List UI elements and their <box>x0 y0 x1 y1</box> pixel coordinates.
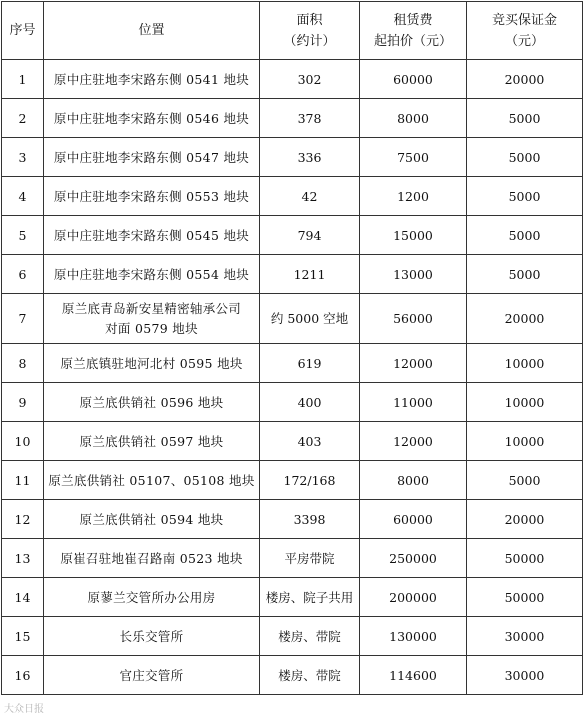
cell-no: 13 <box>2 539 44 578</box>
table-row <box>2 461 583 500</box>
cell-deposit: 5000 <box>467 461 583 500</box>
cell-area: 172/168 <box>260 461 360 500</box>
header-area <box>260 2 360 60</box>
cell-no: 10 <box>2 422 44 461</box>
watermark-text: 大众日报 <box>4 704 44 715</box>
cell-rent: 56000 <box>360 294 467 344</box>
header-rent-line2: 起拍价（元） <box>373 33 452 49</box>
table-row <box>2 255 583 294</box>
cell-location: 官庄交管所 <box>44 656 260 695</box>
cell-rent: 60000 <box>360 60 467 99</box>
cell-no: 5 <box>2 216 44 255</box>
cell-location: 原中庄驻地李宋路东侧 0546 地块 <box>44 99 260 138</box>
lease-auction-table <box>1 1 583 695</box>
cell-area: 楼房、带院 <box>260 617 360 656</box>
cell-deposit: 50000 <box>467 578 583 617</box>
cell-area: 楼房、院子共用 <box>260 578 360 617</box>
cell-deposit: 20000 <box>467 500 583 539</box>
header-area-line2: （约计） <box>283 33 336 49</box>
cell-no: 8 <box>2 344 44 383</box>
cell-area: 336 <box>260 138 360 177</box>
cell-no: 4 <box>2 177 44 216</box>
cell-location: 原中庄驻地李宋路东侧 0553 地块 <box>44 177 260 216</box>
cell-deposit: 30000 <box>467 617 583 656</box>
cell-area: 42 <box>260 177 360 216</box>
table-row <box>2 617 583 656</box>
cell-area: 楼房、带院 <box>260 656 360 695</box>
cell-no: 1 <box>2 60 44 99</box>
cell-location: 原兰底供销社 0594 地块 <box>44 500 260 539</box>
cell-area: 400 <box>260 383 360 422</box>
table-row <box>2 656 583 695</box>
cell-deposit: 10000 <box>467 344 583 383</box>
cell-deposit: 20000 <box>467 60 583 99</box>
cell-rent: 130000 <box>360 617 467 656</box>
header-location: 位置 <box>44 2 260 60</box>
table-row <box>2 177 583 216</box>
header-deposit-line1: 竞买保证金 <box>491 12 557 28</box>
cell-location: 原兰底供销社 0597 地块 <box>44 422 260 461</box>
cell-area: 794 <box>260 216 360 255</box>
header-deposit <box>467 2 583 60</box>
table-row <box>2 216 583 255</box>
table-row <box>2 138 583 177</box>
cell-no: 12 <box>2 500 44 539</box>
cell-rent: 60000 <box>360 500 467 539</box>
cell-no: 16 <box>2 656 44 695</box>
cell-location: 长乐交管所 <box>44 617 260 656</box>
header-rent <box>360 2 467 60</box>
cell-no: 14 <box>2 578 44 617</box>
cell-location: 原中庄驻地李宋路东侧 0541 地块 <box>44 60 260 99</box>
cell-rent: 114600 <box>360 656 467 695</box>
cell-location <box>44 294 260 344</box>
cell-location: 原中庄驻地李宋路东侧 0547 地块 <box>44 138 260 177</box>
table-row <box>2 383 583 422</box>
header-row <box>2 2 583 60</box>
cell-no: 7 <box>2 294 44 344</box>
cell-deposit: 30000 <box>467 656 583 695</box>
cell-deposit: 5000 <box>467 216 583 255</box>
header-deposit-line2: （元） <box>504 33 544 49</box>
cell-location-line1: 原兰底青岛新安星精密轴承公司 <box>61 300 242 316</box>
cell-location: 原兰底镇驻地河北村 0595 地块 <box>44 344 260 383</box>
header-area-line1: 面积 <box>296 12 323 28</box>
watermark-logo <box>4 700 44 715</box>
cell-deposit: 50000 <box>467 539 583 578</box>
cell-rent: 8000 <box>360 99 467 138</box>
cell-rent: 13000 <box>360 255 467 294</box>
cell-no: 6 <box>2 255 44 294</box>
cell-no: 9 <box>2 383 44 422</box>
cell-location-line2: 对面 0579 地块 <box>105 320 198 336</box>
cell-deposit: 10000 <box>467 383 583 422</box>
cell-no: 2 <box>2 99 44 138</box>
cell-location: 原中庄驻地李宋路东侧 0554 地块 <box>44 255 260 294</box>
table-row <box>2 344 583 383</box>
cell-deposit: 5000 <box>467 177 583 216</box>
cell-rent: 8000 <box>360 461 467 500</box>
cell-rent: 200000 <box>360 578 467 617</box>
table-row <box>2 294 583 344</box>
table-row <box>2 60 583 99</box>
cell-rent: 7500 <box>360 138 467 177</box>
cell-rent: 12000 <box>360 344 467 383</box>
cell-rent: 11000 <box>360 383 467 422</box>
cell-deposit: 10000 <box>467 422 583 461</box>
cell-rent: 12000 <box>360 422 467 461</box>
table-row <box>2 99 583 138</box>
cell-area: 约 5000 空地 <box>260 294 360 344</box>
cell-area: 平房带院 <box>260 539 360 578</box>
cell-location: 原蓼兰交管所办公用房 <box>44 578 260 617</box>
cell-area: 403 <box>260 422 360 461</box>
cell-location: 原中庄驻地李宋路东侧 0545 地块 <box>44 216 260 255</box>
cell-deposit: 20000 <box>467 294 583 344</box>
table-row <box>2 539 583 578</box>
cell-deposit: 5000 <box>467 99 583 138</box>
header-no: 序号 <box>2 2 44 60</box>
cell-no: 11 <box>2 461 44 500</box>
cell-area: 619 <box>260 344 360 383</box>
cell-location: 原兰底供销社 0596 地块 <box>44 383 260 422</box>
table-row <box>2 422 583 461</box>
cell-area: 302 <box>260 60 360 99</box>
cell-area: 378 <box>260 99 360 138</box>
cell-rent: 15000 <box>360 216 467 255</box>
cell-location: 原崔召驻地崔召路南 0523 地块 <box>44 539 260 578</box>
cell-no: 15 <box>2 617 44 656</box>
cell-rent: 1200 <box>360 177 467 216</box>
table-row <box>2 578 583 617</box>
cell-location: 原兰底供销社 05107、05108 地块 <box>44 461 260 500</box>
cell-rent: 250000 <box>360 539 467 578</box>
cell-area: 3398 <box>260 500 360 539</box>
cell-no: 3 <box>2 138 44 177</box>
cell-deposit: 5000 <box>467 138 583 177</box>
cell-area: 1211 <box>260 255 360 294</box>
header-rent-line1: 租赁费 <box>393 12 433 28</box>
table-row <box>2 500 583 539</box>
cell-deposit: 5000 <box>467 255 583 294</box>
